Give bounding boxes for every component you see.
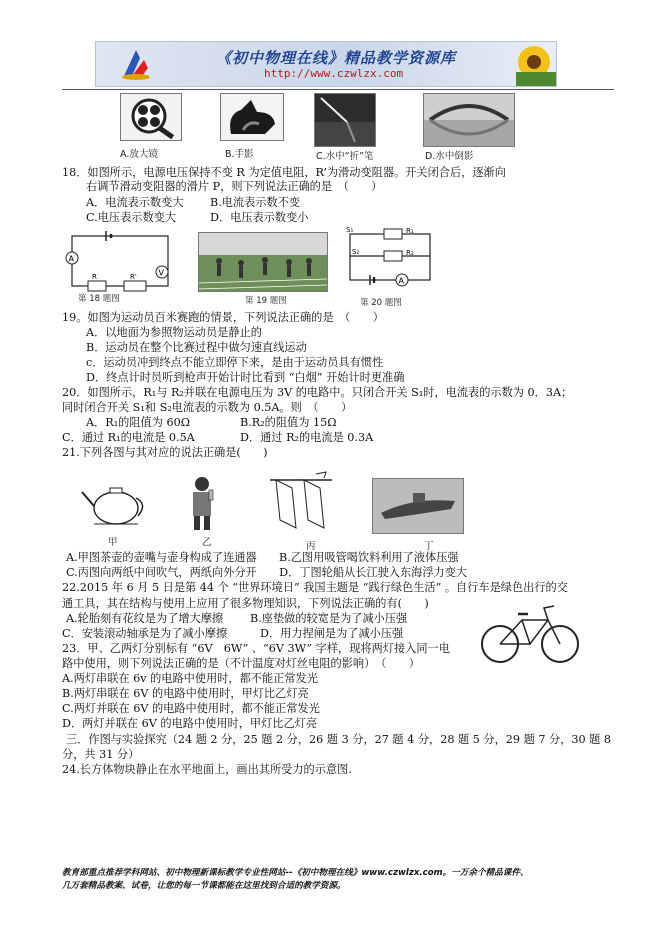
figure-18-circuit xyxy=(62,228,178,300)
svg-text:R: R xyxy=(92,273,97,281)
svg-text:R': R' xyxy=(130,273,137,281)
label-yi: 乙 xyxy=(202,537,212,548)
figure-18-caption: 第 18 题图 xyxy=(78,294,120,304)
figure-boy-drinking xyxy=(182,474,222,532)
figure-19-caption: 第 19 题图 xyxy=(245,296,287,306)
svg-text:S₂: S₂ xyxy=(352,248,360,256)
q19-option-a: A．以地面为参照物运动员是静止的 xyxy=(86,326,262,339)
q22-option-a: A.轮胎刻有花纹是为了增大摩擦 xyxy=(66,612,224,625)
q18-option-b: B.电流表示数不变 xyxy=(210,196,301,209)
caption-a: A.放大镜 xyxy=(120,149,158,160)
q22-stem-2: 通工具，其在结构与使用上应用了很多物理知识，下列说法正确的有( ) xyxy=(62,597,429,610)
label-ding: 丁 xyxy=(424,541,434,552)
q20-option-c: C．通过 R₁的电流是 0.5A xyxy=(62,431,195,444)
photo-bridge-reflection xyxy=(423,93,515,147)
svg-text:S₁: S₁ xyxy=(346,226,354,234)
q18-option-d: D．电压表示数变小 xyxy=(210,211,309,224)
q19-option-b: B．运动员在整个比赛过程中做匀速直线运动 xyxy=(86,341,307,354)
svg-text:R₁: R₁ xyxy=(406,227,414,235)
q20-stem-2: 同时闭合开关 S₁和 S₂电流表的示数为 0.5A。则 （ ） xyxy=(62,401,353,414)
q20-option-a: A．R₁的阻值为 60Ω xyxy=(86,416,190,429)
q23-option-d: D．两灯并联在 6V 的电路中使用时，甲灯比乙灯亮 xyxy=(62,717,318,730)
photo-pencil-water xyxy=(314,93,376,147)
q19-option-d: D．终点计时员听到枪声开始计时比看到 “白烟” 开始计时更准确 xyxy=(86,371,405,384)
q22-option-c: C．安装滚动轴承是为了减小摩擦 xyxy=(62,627,228,640)
banner-url: http://www.czwlzx.com xyxy=(264,67,404,80)
footer-line-1: 教育部重点推荐学科网站、初中物理新课标教学专业性网站--《初中物理在线》www.czwlzx.com。一万余个精品课件、 xyxy=(62,868,529,878)
q18-stem-1: 18．如图所示，电源电压保持不变 R 为定值电阻，R’为滑动变阻器。开关闭合后，逐渐向 xyxy=(62,166,506,179)
q23-stem-1: 23．甲、乙两灯分别标有 “6V 6W” 、“6V 3W” 字样，现将两灯接入同一电 xyxy=(62,642,450,655)
q22-stem-1: 22.2015 年 6 月 5 日是第 44 个 “世界环境日” 我国主题是 “践行绿色生活” 。自行车是绿色出行的交 xyxy=(62,581,568,594)
q22-option-d: D．用力捏闸是为了减小压强 xyxy=(260,627,404,640)
q18-option-a: A．电流表示数变大 xyxy=(86,196,184,209)
photo-magnifier xyxy=(120,93,182,141)
q24-stem: 24.长方体物块静止在水平地面上，画出其所受力的示意图. xyxy=(62,763,352,776)
q18-stem-2: 右调节滑动变阻器的滑片 P，则下列说法正确的是 （ ） xyxy=(86,180,383,193)
sunflower-icon xyxy=(506,42,556,86)
caption-b: B.手影 xyxy=(225,149,254,160)
q20-option-d: D．通过 R₂的电流是 0.3A xyxy=(240,431,374,444)
q23-option-b: B.两灯串联在 6V 的电路中使用时，甲灯比乙灯亮 xyxy=(62,687,309,700)
figure-bicycle xyxy=(478,600,582,666)
figure-teapot xyxy=(80,474,150,530)
figure-20-circuit xyxy=(342,226,442,296)
q20-stem-1: 20．如图所示，R₁与 R₂并联在电源电压为 3V 的电路中。只闭合开关 S₁时，电流表的示数为 0．3A； xyxy=(62,386,573,399)
svg-text:R₂: R₂ xyxy=(406,249,414,257)
q21-stem: 21.下列各图与其对应的说法正确是( ) xyxy=(62,446,268,459)
q19-option-c: c．运动员冲到终点不能立即停下来，是由于运动员具有惯性 xyxy=(86,356,384,369)
svg-text:A: A xyxy=(398,276,404,286)
caption-c: C.水中“折”笔 xyxy=(316,151,374,162)
q19-stem: 19。如图为运动员百米赛跑的情景，下列说法正确的是 （ ） xyxy=(62,311,384,324)
footer-line-2: 几万套精品教案、试卷，让您的每一节课都能在这里找到合适的教学资源。 xyxy=(62,881,346,891)
label-bing: 丙 xyxy=(306,541,316,552)
logo-icon xyxy=(118,46,154,82)
label-jia: 甲 xyxy=(108,537,118,548)
caption-d: D.水中倒影 xyxy=(425,151,474,162)
section-3-heading-1: 三．作图与实验探究（24 题 2 分，25 题 2 分，26 题 3 分，27 题 4 分，28 题 5 分，29 题 7 分，30 题 8 xyxy=(66,733,612,746)
header-divider xyxy=(62,89,614,90)
header-banner xyxy=(95,41,557,87)
photo-ship xyxy=(372,478,464,534)
figure-paper-blowing xyxy=(266,470,338,532)
banner-title: 《初中物理在线》精品教学资源库 xyxy=(216,49,457,67)
q20-option-b: B.R₂的阻值为 15Ω xyxy=(240,416,337,429)
svg-text:A: A xyxy=(68,254,74,264)
q23-option-a: A.两灯串联在 6v 的电路中使用时，都不能正常发光 xyxy=(62,672,318,685)
q21-options-1: A.甲图茶壶的壶嘴与壶身构成了连通器 B.乙图用吸管喝饮料利用了液体压强 xyxy=(66,551,459,564)
figure-20-caption: 第 20 题图 xyxy=(360,298,402,308)
svg-text:V: V xyxy=(158,268,164,278)
q18-option-c: C.电压表示数变大 xyxy=(86,211,177,224)
q23-option-c: C.两灯并联在 6V 的电路中使用时，都不能正常发光 xyxy=(62,702,320,715)
photo-hand-shadow xyxy=(220,93,284,141)
section-3-heading-2: 分，共 31 分） xyxy=(62,748,140,761)
q22-option-b: B.座垫做的较宽是为了减小压强 xyxy=(250,612,408,625)
q21-options-2: C.丙图向两纸中间吹气，两纸向外分开 D．丁图轮船从长江驶入东海浮力变大 xyxy=(66,566,468,579)
q23-stem-2: 路中使用，则下列说法正确的是（不计温度对灯丝电阻的影响） （ ） xyxy=(62,657,420,670)
photo-sprint-race xyxy=(198,232,328,292)
